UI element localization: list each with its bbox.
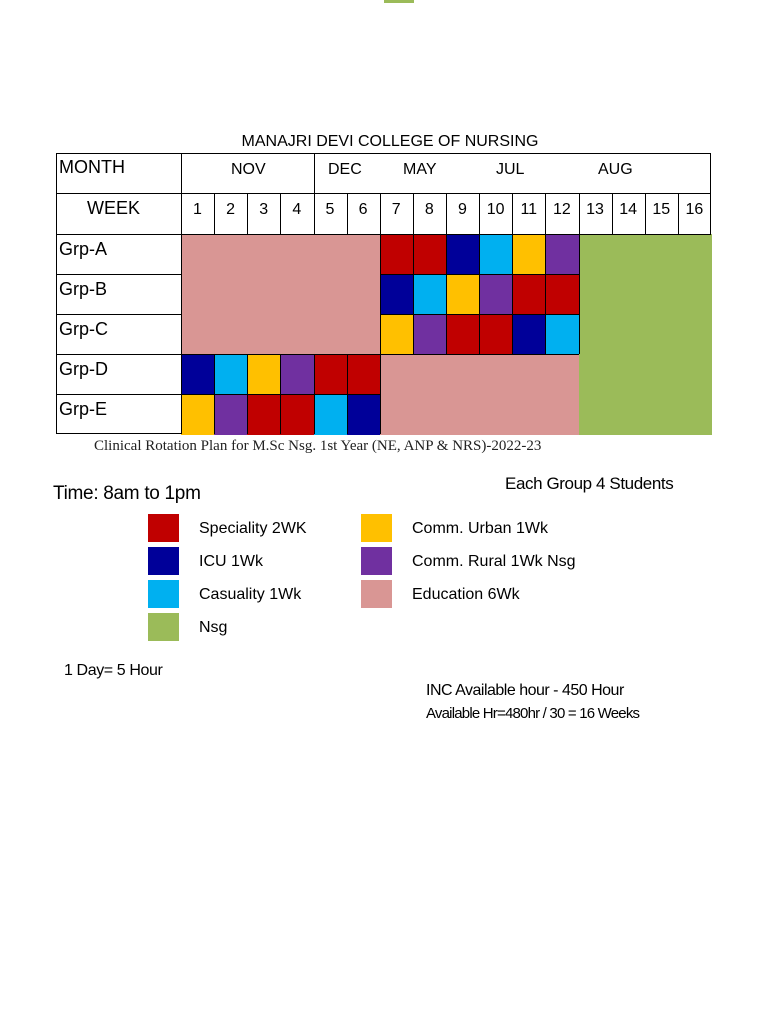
rotation-cell-education (545, 354, 579, 395)
legend-label-education: Education 6Wk (412, 586, 520, 603)
legend-swatch-comm-rural (361, 547, 392, 575)
rotation-cell-icu (347, 394, 381, 435)
rotation-cell-nsg (678, 314, 712, 355)
grid-line (347, 193, 348, 234)
week-3: 3 (259, 201, 269, 218)
rotation-cell-education (314, 314, 348, 355)
week-10: 10 (486, 201, 505, 218)
rotation-cell-education (247, 234, 281, 275)
grid-line (347, 354, 348, 434)
time-note: Time: 8am to 1pm (53, 483, 201, 504)
grid-line (56, 193, 711, 194)
week-16: 16 (685, 201, 704, 218)
group-label-grp-e: Grp-E (59, 399, 108, 419)
month-header: MONTH (59, 157, 125, 177)
week-6: 6 (358, 201, 368, 218)
group-label-grp-a: Grp-A (59, 239, 108, 259)
month-dec: DEC (328, 161, 362, 178)
grid-line (56, 433, 181, 434)
rotation-cell-education (214, 274, 248, 315)
college-title: MANAJRI DEVI COLLEGE OF NURSING (241, 133, 539, 150)
week-2: 2 (226, 201, 236, 218)
rotation-cell-nsg (678, 394, 712, 435)
inc-hours-note: INC Available hour - 450 Hour (426, 682, 624, 699)
grid-line (612, 193, 613, 234)
grid-line (512, 234, 513, 354)
grid-line (579, 234, 580, 354)
rotation-cell-nsg (645, 354, 679, 395)
grid-line (579, 193, 580, 234)
legend-label-comm-rural: Comm. Rural 1Wk Nsg (412, 553, 576, 570)
grid-line (545, 234, 546, 354)
grid-line (56, 354, 181, 355)
grid-line (645, 193, 646, 234)
grid-line (56, 153, 57, 434)
rotation-cell-speciality (512, 274, 546, 315)
rotation-cell-education (380, 354, 414, 395)
grid-line (56, 274, 181, 275)
rotation-cell-education (280, 314, 314, 355)
grid-line (314, 354, 315, 434)
grid-line (280, 354, 281, 434)
rotation-cell-casuality (413, 274, 447, 315)
group-label-grp-b: Grp-B (59, 279, 108, 299)
rotation-cell-comm-urban (512, 234, 546, 275)
group-label-grp-d: Grp-D (59, 359, 108, 379)
rotation-cell-comm-rural (413, 314, 447, 355)
grid-line (512, 193, 513, 234)
rotation-cell-comm-rural (479, 274, 513, 315)
week-7: 7 (391, 201, 401, 218)
rotation-cell-education (479, 394, 513, 435)
rotation-cell-nsg (645, 394, 679, 435)
rotation-cell-education (247, 314, 281, 355)
rotation-cell-icu (181, 354, 215, 395)
grid-line (479, 193, 480, 234)
rotation-table (56, 153, 711, 437)
rotation-cell-nsg (612, 314, 646, 355)
rotation-cell-comm-rural (545, 234, 579, 275)
rotation-cell-education (214, 234, 248, 275)
grid-line (380, 234, 381, 354)
grid-line (314, 193, 315, 234)
rotation-cell-comm-urban (380, 314, 414, 355)
week-13: 13 (586, 201, 604, 218)
week-9: 9 (458, 201, 467, 218)
rotation-cell-education (280, 274, 314, 315)
month-nov: NOV (231, 161, 266, 178)
grid-line (446, 193, 447, 234)
legend-swatch-speciality (148, 514, 179, 542)
rotation-cell-casuality (479, 234, 513, 275)
week-header: WEEK (87, 198, 141, 218)
week-14: 14 (619, 201, 638, 218)
rotation-cell-nsg (645, 274, 679, 315)
rotation-cell-speciality (479, 314, 513, 355)
rotation-cell-casuality (545, 314, 579, 355)
legend-label-icu: ICU 1Wk (199, 553, 263, 570)
legend-swatch-icu (148, 547, 179, 575)
rotation-cell-nsg (612, 234, 646, 275)
grid-line (446, 234, 447, 354)
grid-line (56, 153, 711, 154)
rotation-cell-comm-urban (247, 354, 281, 395)
group-label-grp-c: Grp-C (59, 319, 108, 339)
grid-line (710, 153, 711, 234)
legend-swatch-education (361, 580, 392, 608)
grid-line (380, 354, 381, 434)
day-hours-note: 1 Day= 5 Hour (64, 662, 163, 679)
rotation-cell-casuality (214, 354, 248, 395)
grid-line (181, 153, 182, 434)
grid-line (678, 193, 679, 234)
month-aug: AUG (598, 161, 633, 178)
rotation-cell-nsg (678, 234, 712, 275)
week-4: 4 (292, 201, 302, 218)
rotation-cell-nsg (612, 394, 646, 435)
rotation-cell-education (545, 394, 579, 435)
rotation-cell-education (512, 354, 546, 395)
group-size-note: Each Group 4 Students (505, 474, 674, 493)
rotation-cell-education (446, 354, 480, 395)
week-5: 5 (325, 201, 335, 218)
rotation-cell-education (380, 394, 414, 435)
rotation-cell-education (512, 394, 546, 435)
grid-line (247, 354, 248, 434)
rotation-cell-comm-urban (181, 394, 215, 435)
grid-line (545, 193, 546, 234)
legend-swatch-casuality (148, 580, 179, 608)
week-12: 12 (552, 201, 571, 218)
rotation-cell-speciality (413, 234, 447, 275)
rotation-cell-education (347, 274, 381, 315)
rotation-cell-casuality (314, 394, 348, 435)
grid-line (413, 234, 414, 354)
grid-line (479, 234, 480, 354)
rotation-cell-speciality (347, 354, 381, 395)
rotation-cell-education (181, 274, 215, 315)
week-11: 11 (520, 201, 538, 218)
rotation-cell-education (479, 354, 513, 395)
top-color-mark (384, 0, 414, 3)
legend-swatch-nsg (148, 613, 179, 641)
rotation-cell-nsg (612, 274, 646, 315)
rotation-cell-education (347, 234, 381, 275)
rotation-cell-education (214, 314, 248, 355)
rotation-cell-nsg (645, 314, 679, 355)
rotation-cell-comm-rural (214, 394, 248, 435)
rotation-cell-nsg (579, 354, 613, 395)
rotation-cell-nsg (579, 274, 613, 315)
grid-line (56, 314, 181, 315)
rotation-cell-education (347, 314, 381, 355)
grid-line (247, 193, 248, 234)
week-8: 8 (424, 201, 434, 218)
month-may: MAY (403, 161, 437, 178)
available-hours-note: Available Hr=480hr / 30 = 16 Weeks (426, 705, 640, 722)
rotation-cell-education (247, 274, 281, 315)
rotation-cell-education (314, 274, 348, 315)
rotation-cell-nsg (678, 354, 712, 395)
rotation-cell-speciality (314, 354, 348, 395)
grid-line (380, 354, 579, 355)
rotation-cell-education (413, 394, 447, 435)
rotation-cell-speciality (446, 314, 480, 355)
week-15: 15 (652, 201, 671, 218)
rotation-cell-education (413, 354, 447, 395)
rotation-cell-education (314, 234, 348, 275)
grid-line (280, 193, 281, 234)
grid-line (380, 193, 381, 234)
week-1: 1 (193, 201, 202, 218)
rotation-cell-speciality (380, 234, 414, 275)
grid-line (413, 193, 414, 234)
rotation-cell-nsg (579, 394, 613, 435)
legend-label-casuality: Casuality 1Wk (199, 586, 302, 603)
rotation-cell-comm-rural (280, 354, 314, 395)
rotation-cell-speciality (280, 394, 314, 435)
rotation-cell-nsg (612, 354, 646, 395)
legend-label-speciality: Speciality 2WK (199, 520, 307, 537)
grid-line (314, 153, 315, 193)
rotation-cell-nsg (645, 234, 679, 275)
month-jul: JUL (496, 161, 525, 178)
plan-caption: Clinical Rotation Plan for M.Sc Nsg. 1st Year (NE, ANP & NRS)-2022-23 (94, 438, 542, 454)
rotation-cell-icu (512, 314, 546, 355)
grid-line (214, 354, 215, 434)
rotation-cell-icu (446, 234, 480, 275)
rotation-cell-education (181, 234, 215, 275)
rotation-cell-nsg (579, 234, 613, 275)
legend-label-comm-urban: Comm. Urban 1Wk (412, 520, 549, 537)
rotation-cell-comm-urban (446, 274, 480, 315)
legend-label-nsg: Nsg (199, 619, 228, 636)
grid-line (214, 193, 215, 234)
rotation-cell-speciality (545, 274, 579, 315)
rotation-cell-nsg (678, 274, 712, 315)
legend-swatch-comm-urban (361, 514, 392, 542)
rotation-cell-speciality (247, 394, 281, 435)
grid-line (56, 394, 181, 395)
rotation-cell-education (280, 234, 314, 275)
rotation-cell-icu (380, 274, 414, 315)
rotation-cell-education (446, 394, 480, 435)
rotation-cell-nsg (579, 314, 613, 355)
rotation-cell-education (181, 314, 215, 355)
